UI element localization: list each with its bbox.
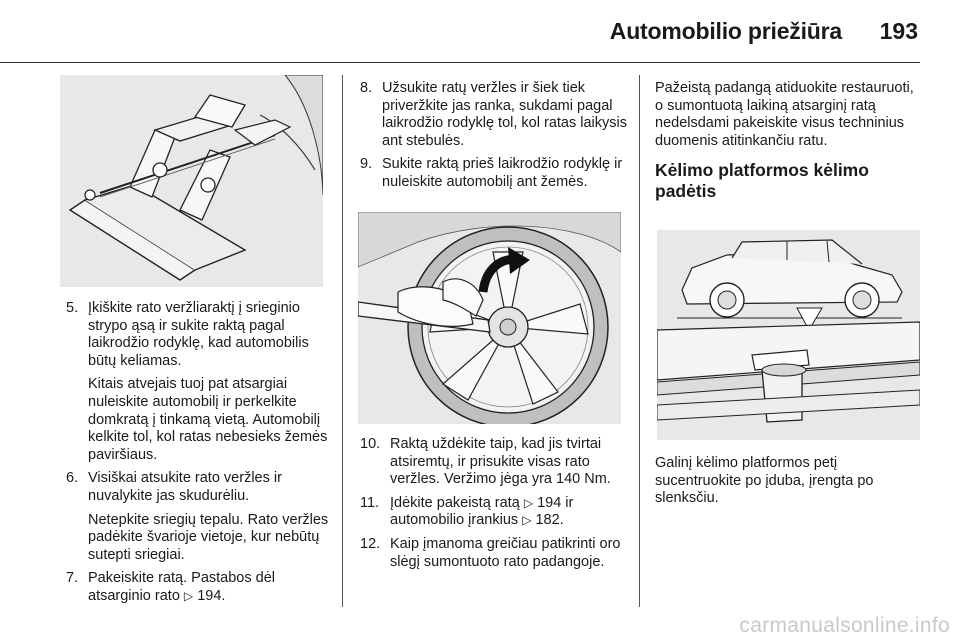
step-text: Kaip įmanoma greičiau patikrinti oro slėgį sumontuoto rato padangoje. xyxy=(390,535,621,570)
middle-column-bottom xyxy=(360,436,632,577)
watermark: carmanualsonline.info xyxy=(739,614,950,637)
intro-paragraph: Pažeistą padangą atiduokite restauruoti, o sumontuotą laikiną atsarginį ratą nedelsdami pakeiskite visus techninius duomenis atitinkančiu ratu. xyxy=(655,80,914,149)
section-heading: Kėlimo platformos kėlimo padėtis xyxy=(655,160,869,202)
header-divider xyxy=(0,62,920,63)
left-column xyxy=(66,300,334,612)
figure-caption: Galinį kėlimo platformos petį sucentruokite po įduba, įrengta po slenksčiu. xyxy=(655,455,874,507)
step-5 xyxy=(66,300,334,464)
step-11 xyxy=(360,495,632,530)
triangle-right-icon: ▷ xyxy=(522,513,532,528)
wheel-drawing xyxy=(358,212,621,424)
page-reference-link[interactable]: 182 xyxy=(535,512,560,529)
triangle-right-icon: ▷ xyxy=(183,588,194,603)
step-9 xyxy=(360,156,630,191)
step-12 xyxy=(360,536,632,571)
step-10 xyxy=(360,436,632,489)
page-title: Automobilio priežiūra xyxy=(609,18,842,44)
step-number: 9. xyxy=(360,156,373,173)
step-note: Netepkite sriegių tepalu. Rato veržles padėkite švarioje vietoje, kur nebūtų sutepti sriegiai. xyxy=(88,511,329,563)
lift-illustration xyxy=(657,230,920,440)
step-text: Sukite raktą prieš laikrodžio rodyklę ir nuleiskite automobilį ant žemės. xyxy=(382,156,623,190)
right-column-caption xyxy=(655,455,920,508)
step-number: 7. xyxy=(66,570,79,587)
step-number: 12. xyxy=(360,535,381,552)
triangle-right-icon: ▷ xyxy=(523,495,534,510)
step-number: 8. xyxy=(360,80,373,96)
step-text: Raktą uždėkite taip, kad jis tvirtai atsiremtų, ir prisukite visas rato veržles. Veržimo jėga yra 140 Nm. xyxy=(390,436,611,488)
step-number: 10. xyxy=(360,436,381,452)
page-reference-link[interactable]: 194 xyxy=(197,587,222,604)
column-divider-right xyxy=(639,75,640,607)
middle-column-top xyxy=(360,80,630,198)
jack-illustration xyxy=(60,75,323,287)
step-8 xyxy=(360,80,630,150)
step-text-part: Pakeiskite ratą. Pastabos dėl atsarginio rato xyxy=(88,570,275,604)
step-7 xyxy=(66,570,334,605)
page-number: 193 xyxy=(879,18,918,44)
step-number: 6. xyxy=(66,470,79,487)
step-text: Įdėkite pakeistą ratą ▷ 194 ir automobilio įrankius ▷ 182. xyxy=(390,494,574,529)
step-number: 5. xyxy=(66,300,79,316)
lift-drawing xyxy=(657,230,920,440)
step-text: Įkiškite rato veržliaraktį į srieginio strypo ąsą ir sukite raktą pagal laikrodžio rodyklę, kad automobilis būtų keliamas. xyxy=(88,300,309,369)
step-6 xyxy=(66,470,334,564)
step-text: Užsukite ratų veržles ir šiek tiek priveržkite jas ranka, sukdami pagal laikrodžio rodyklę tol, kol ratas laikysis ant stebulės. xyxy=(382,80,627,149)
step-text: Pakeiskite ratą. Pastabos dėl atsarginio rato ▷ 194. xyxy=(88,570,275,604)
step-number: 11. xyxy=(360,494,380,511)
step-text: Visiškai atsukite rato veržles ir nuvalykite jas skudurėliu. xyxy=(88,470,282,504)
step-note: Kitais atvejais tuoj pat atsargiai nuleiskite automobilį ir perkelkite domkratą į tinkamą vietą. Automobilį kelkite tol, kol ratas nebesieks žemės paviršiaus. xyxy=(88,376,328,463)
page-reference-link[interactable]: 194 xyxy=(537,494,562,511)
right-column xyxy=(655,80,920,214)
jack-drawing xyxy=(60,75,323,287)
wheel-illustration xyxy=(358,212,621,424)
column-divider-left xyxy=(342,75,343,607)
